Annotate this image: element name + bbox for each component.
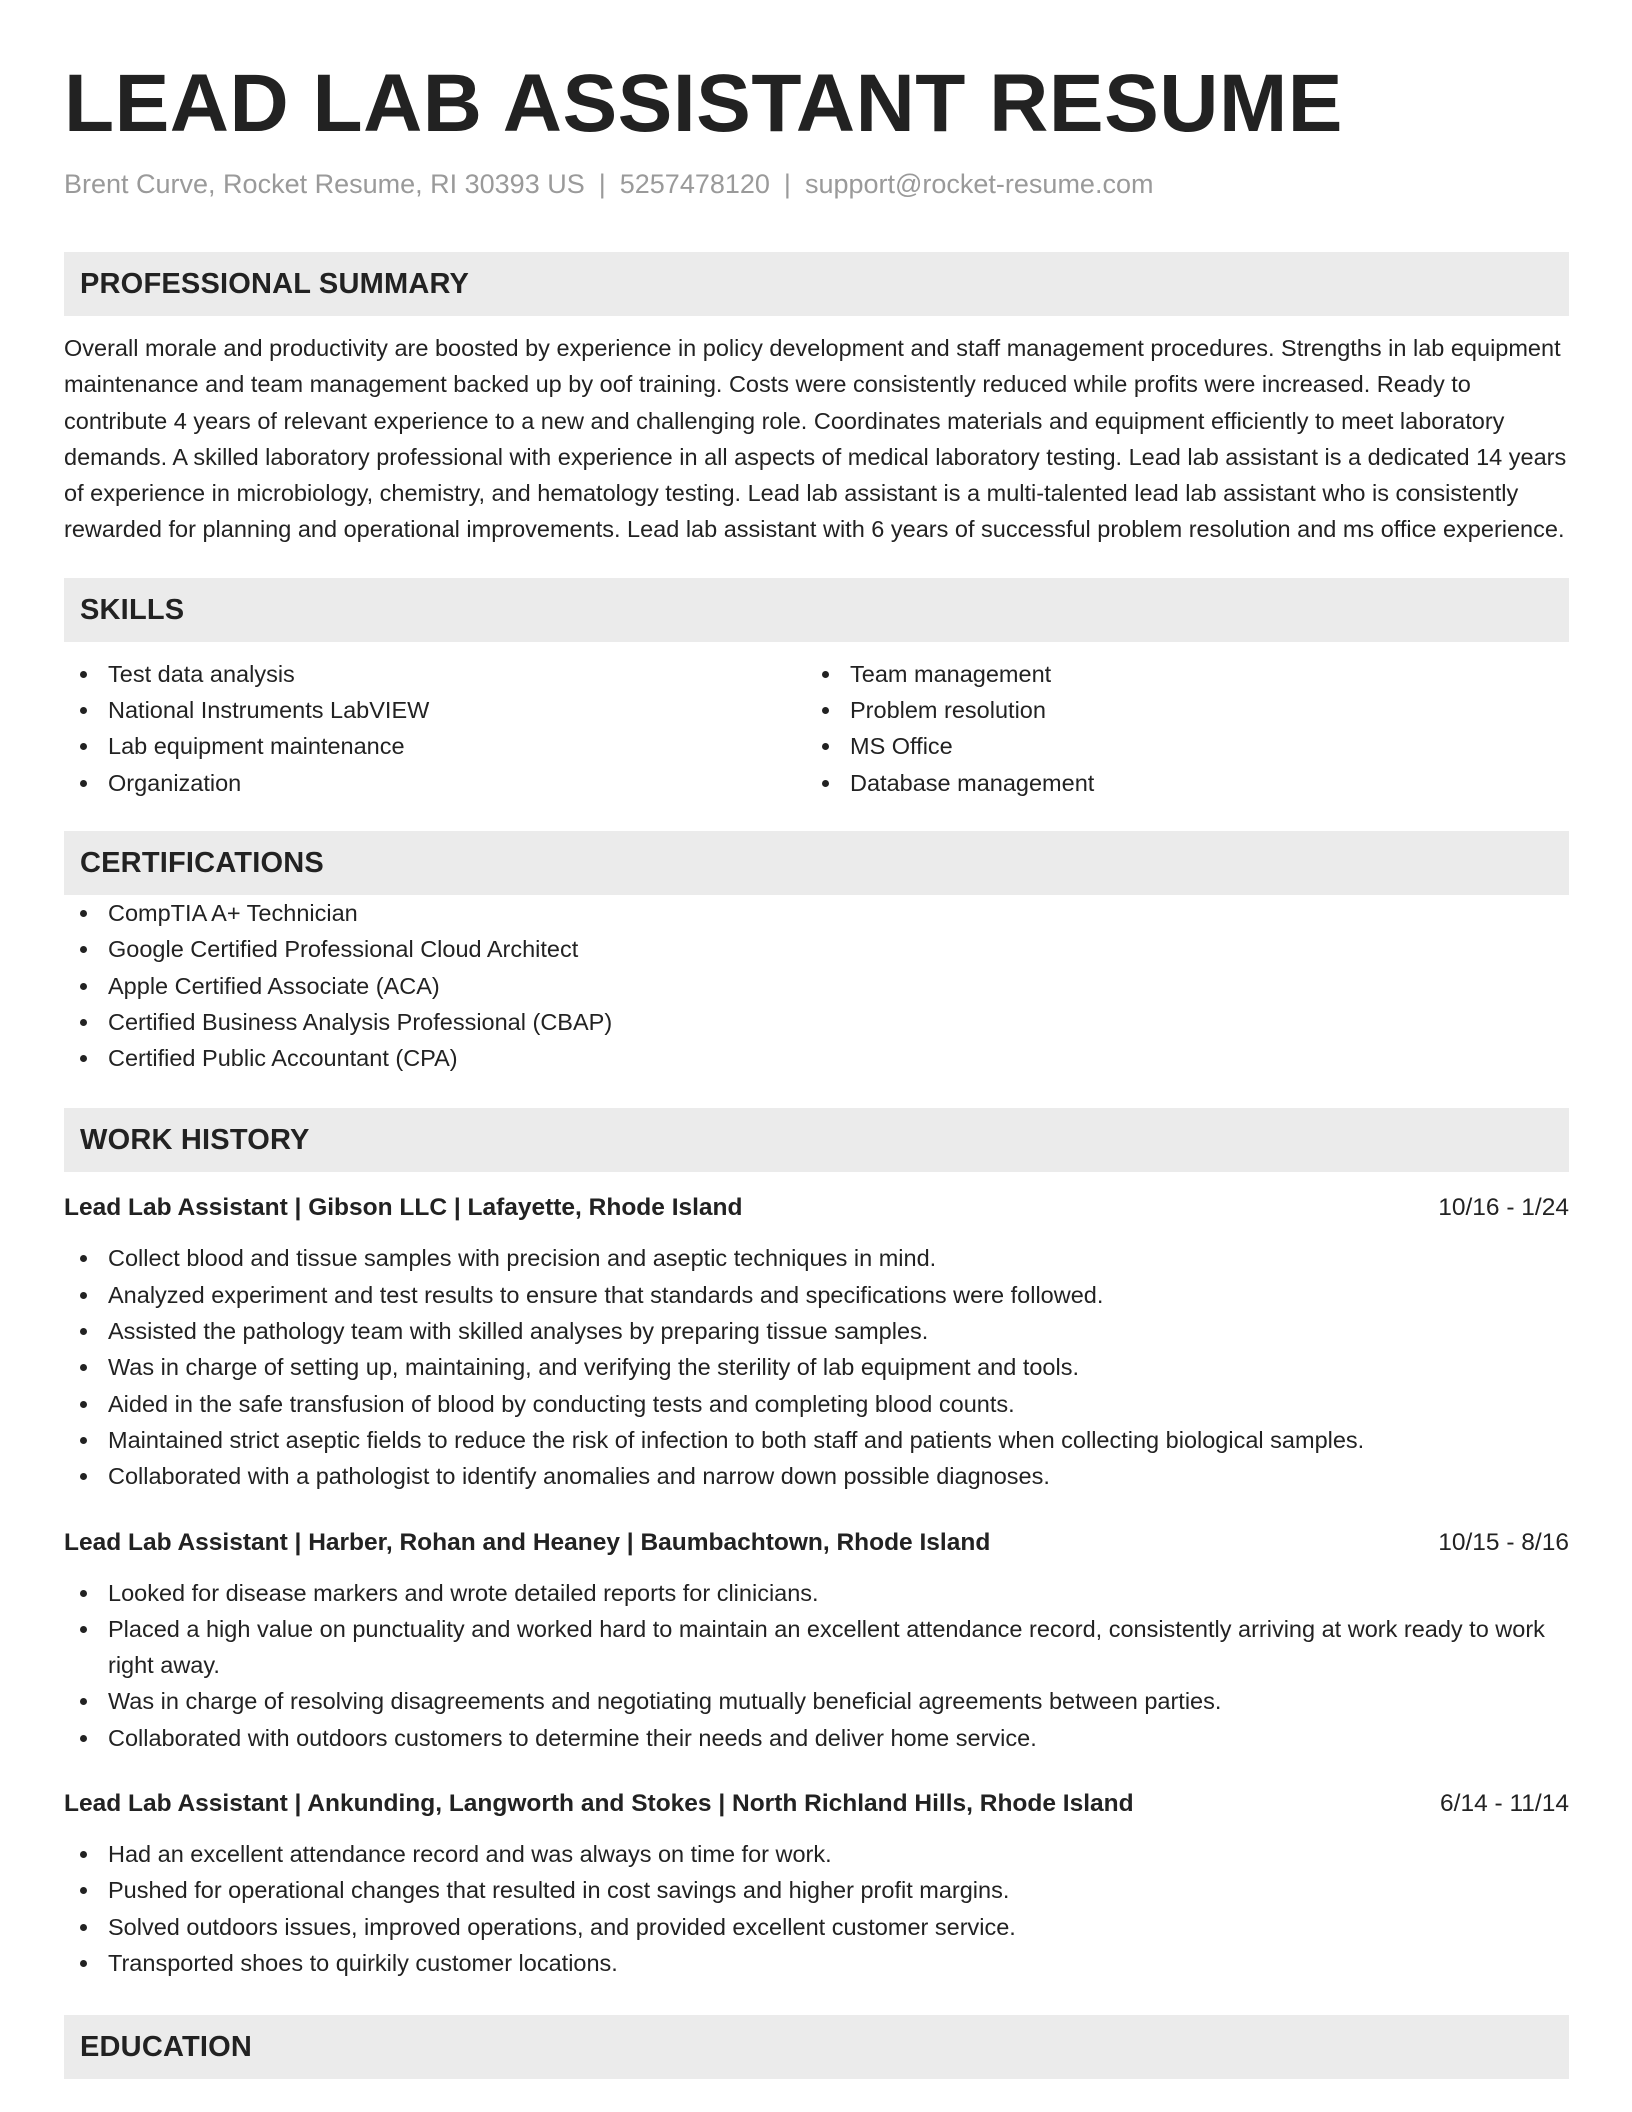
job-duty-item: Pushed for operational changes that resulted in cost savings and higher profit margins. — [64, 1872, 1569, 1908]
job-duties — [64, 1240, 1569, 1494]
job-entry — [64, 1786, 1569, 1981]
certification-item: Apple Certified Associate (ACA) — [64, 968, 1569, 1004]
job-duty-item: Collect blood and tissue samples with precision and aseptic techniques in mind. — [64, 1240, 1569, 1276]
job-title: Lead Lab Assistant | Ankunding, Langworth and Stokes | North Richland Hills, Rhode Island — [64, 1790, 1134, 1818]
resume-title: LEAD LAB ASSISTANT RESUME — [64, 58, 1343, 149]
contact-line — [64, 166, 1569, 202]
job-duty-item: Transported shoes to quirkily customer locations. — [64, 1945, 1569, 1981]
contact-separator: | — [783, 169, 791, 199]
job-title: Lead Lab Assistant | Gibson LLC | Lafayette, Rhode Island — [64, 1194, 743, 1222]
skill-item: National Instruments LabVIEW — [64, 692, 806, 728]
summary-text: Overall morale and productivity are boosted by experience in policy development and staff management procedures. Strengths in lab equipment maintenance and team management backed up by oof training. Costs were consistently reduced while profits were increased. Ready to contribute 4 years of relevant experience to a new and challenging role. Coordinates materials and equipment efficiently to meet laboratory demands. A skilled laboratory professional with experience in all aspects of medical laboratory testing. Lead lab assistant is a dedicated 14 years of experience in microbiology, chemistry, and hematology testing. Lead lab assistant is a multi-talented lead lab assistant who is consistently rewarded for planning and operational improvements. Lead lab assistant with 6 years of successful problem resolution and ms office experience. — [64, 335, 1567, 543]
job-title: Lead Lab Assistant | Harber, Rohan and Heaney | Baumbachtown, Rhode Island — [64, 1528, 991, 1556]
contact-separator: | — [598, 169, 606, 199]
skill-item: Database management — [806, 765, 1548, 801]
job-duties — [64, 1836, 1569, 1981]
job-duty-item: Assisted the pathology team with skilled analyses by preparing tissue samples. — [64, 1313, 1569, 1349]
job-duty-item: Placed a high value on punctuality and worked hard to maintain an excellent attendance record, consistently arriving at work ready to work right away. — [64, 1611, 1569, 1684]
section-heading-summary: PROFESSIONAL SUMMARY — [64, 252, 1569, 316]
certification-item: Certified Public Accountant (CPA) — [64, 1040, 1569, 1076]
job-entry — [64, 1190, 1569, 1494]
skill-item: Lab equipment maintenance — [64, 728, 806, 764]
job-duty-item: Looked for disease markers and wrote detailed reports for clinicians. — [64, 1575, 1569, 1611]
job-header — [64, 1786, 1569, 1822]
job-duty-item: Collaborated with a pathologist to identify anomalies and narrow down possible diagnoses. — [64, 1458, 1569, 1494]
job-duty-item: Aided in the safe transfusion of blood by conducting tests and completing blood counts. — [64, 1386, 1569, 1422]
resume-page — [64, 0, 1569, 2079]
skills-column-left — [64, 656, 806, 801]
section-heading-work-history: WORK HISTORY — [64, 1108, 1569, 1172]
job-entry — [64, 1525, 1569, 1756]
skill-item: MS Office — [806, 728, 1548, 764]
job-duty-item: Solved outdoors issues, improved operations, and provided excellent customer service. — [64, 1909, 1569, 1945]
job-duty-item: Collaborated with outdoors customers to determine their needs and deliver home service. — [64, 1720, 1569, 1756]
job-duty-item: Was in charge of setting up, maintaining, and verifying the sterility of lab equipment and tools. — [64, 1349, 1569, 1385]
certifications-list — [64, 895, 1569, 1076]
skill-item: Problem resolution — [806, 692, 1548, 728]
certification-item: Google Certified Professional Cloud Architect — [64, 931, 1569, 967]
skill-item: Team management — [806, 656, 1548, 692]
job-header — [64, 1190, 1569, 1226]
contact-address: Brent Curve, Rocket Resume, RI 30393 US — [64, 169, 585, 199]
skills-column-right — [806, 656, 1548, 801]
job-dates: 6/14 - 11/14 — [1440, 1790, 1569, 1818]
section-heading-skills: SKILLS — [64, 578, 1569, 642]
job-duty-item: Was in charge of resolving disagreements and negotiating mutually beneficial agreements between parties. — [64, 1683, 1569, 1719]
skills-list — [64, 656, 1569, 801]
job-header — [64, 1525, 1569, 1561]
section-heading-certifications: CERTIFICATIONS — [64, 831, 1569, 895]
job-duty-item: Had an excellent attendance record and was always on time for work. — [64, 1836, 1569, 1872]
certification-item: CompTIA A+ Technician — [64, 895, 1569, 931]
job-dates: 10/16 - 1/24 — [1438, 1194, 1569, 1222]
job-duty-item: Maintained strict aseptic fields to reduce the risk of infection to both staff and patients when collecting biological samples. — [64, 1422, 1569, 1458]
skill-item: Test data analysis — [64, 656, 806, 692]
job-duty-item: Analyzed experiment and test results to ensure that standards and specifications were followed. — [64, 1277, 1569, 1313]
skill-item: Organization — [64, 765, 806, 801]
section-heading-education: EDUCATION — [64, 2015, 1569, 2079]
certification-item: Certified Business Analysis Professional (CBAP) — [64, 1004, 1569, 1040]
contact-email: support@rocket-resume.com — [804, 169, 1154, 199]
contact-phone: 5257478120 — [619, 169, 770, 199]
job-duties — [64, 1575, 1569, 1756]
job-dates: 10/15 - 8/16 — [1438, 1528, 1569, 1556]
